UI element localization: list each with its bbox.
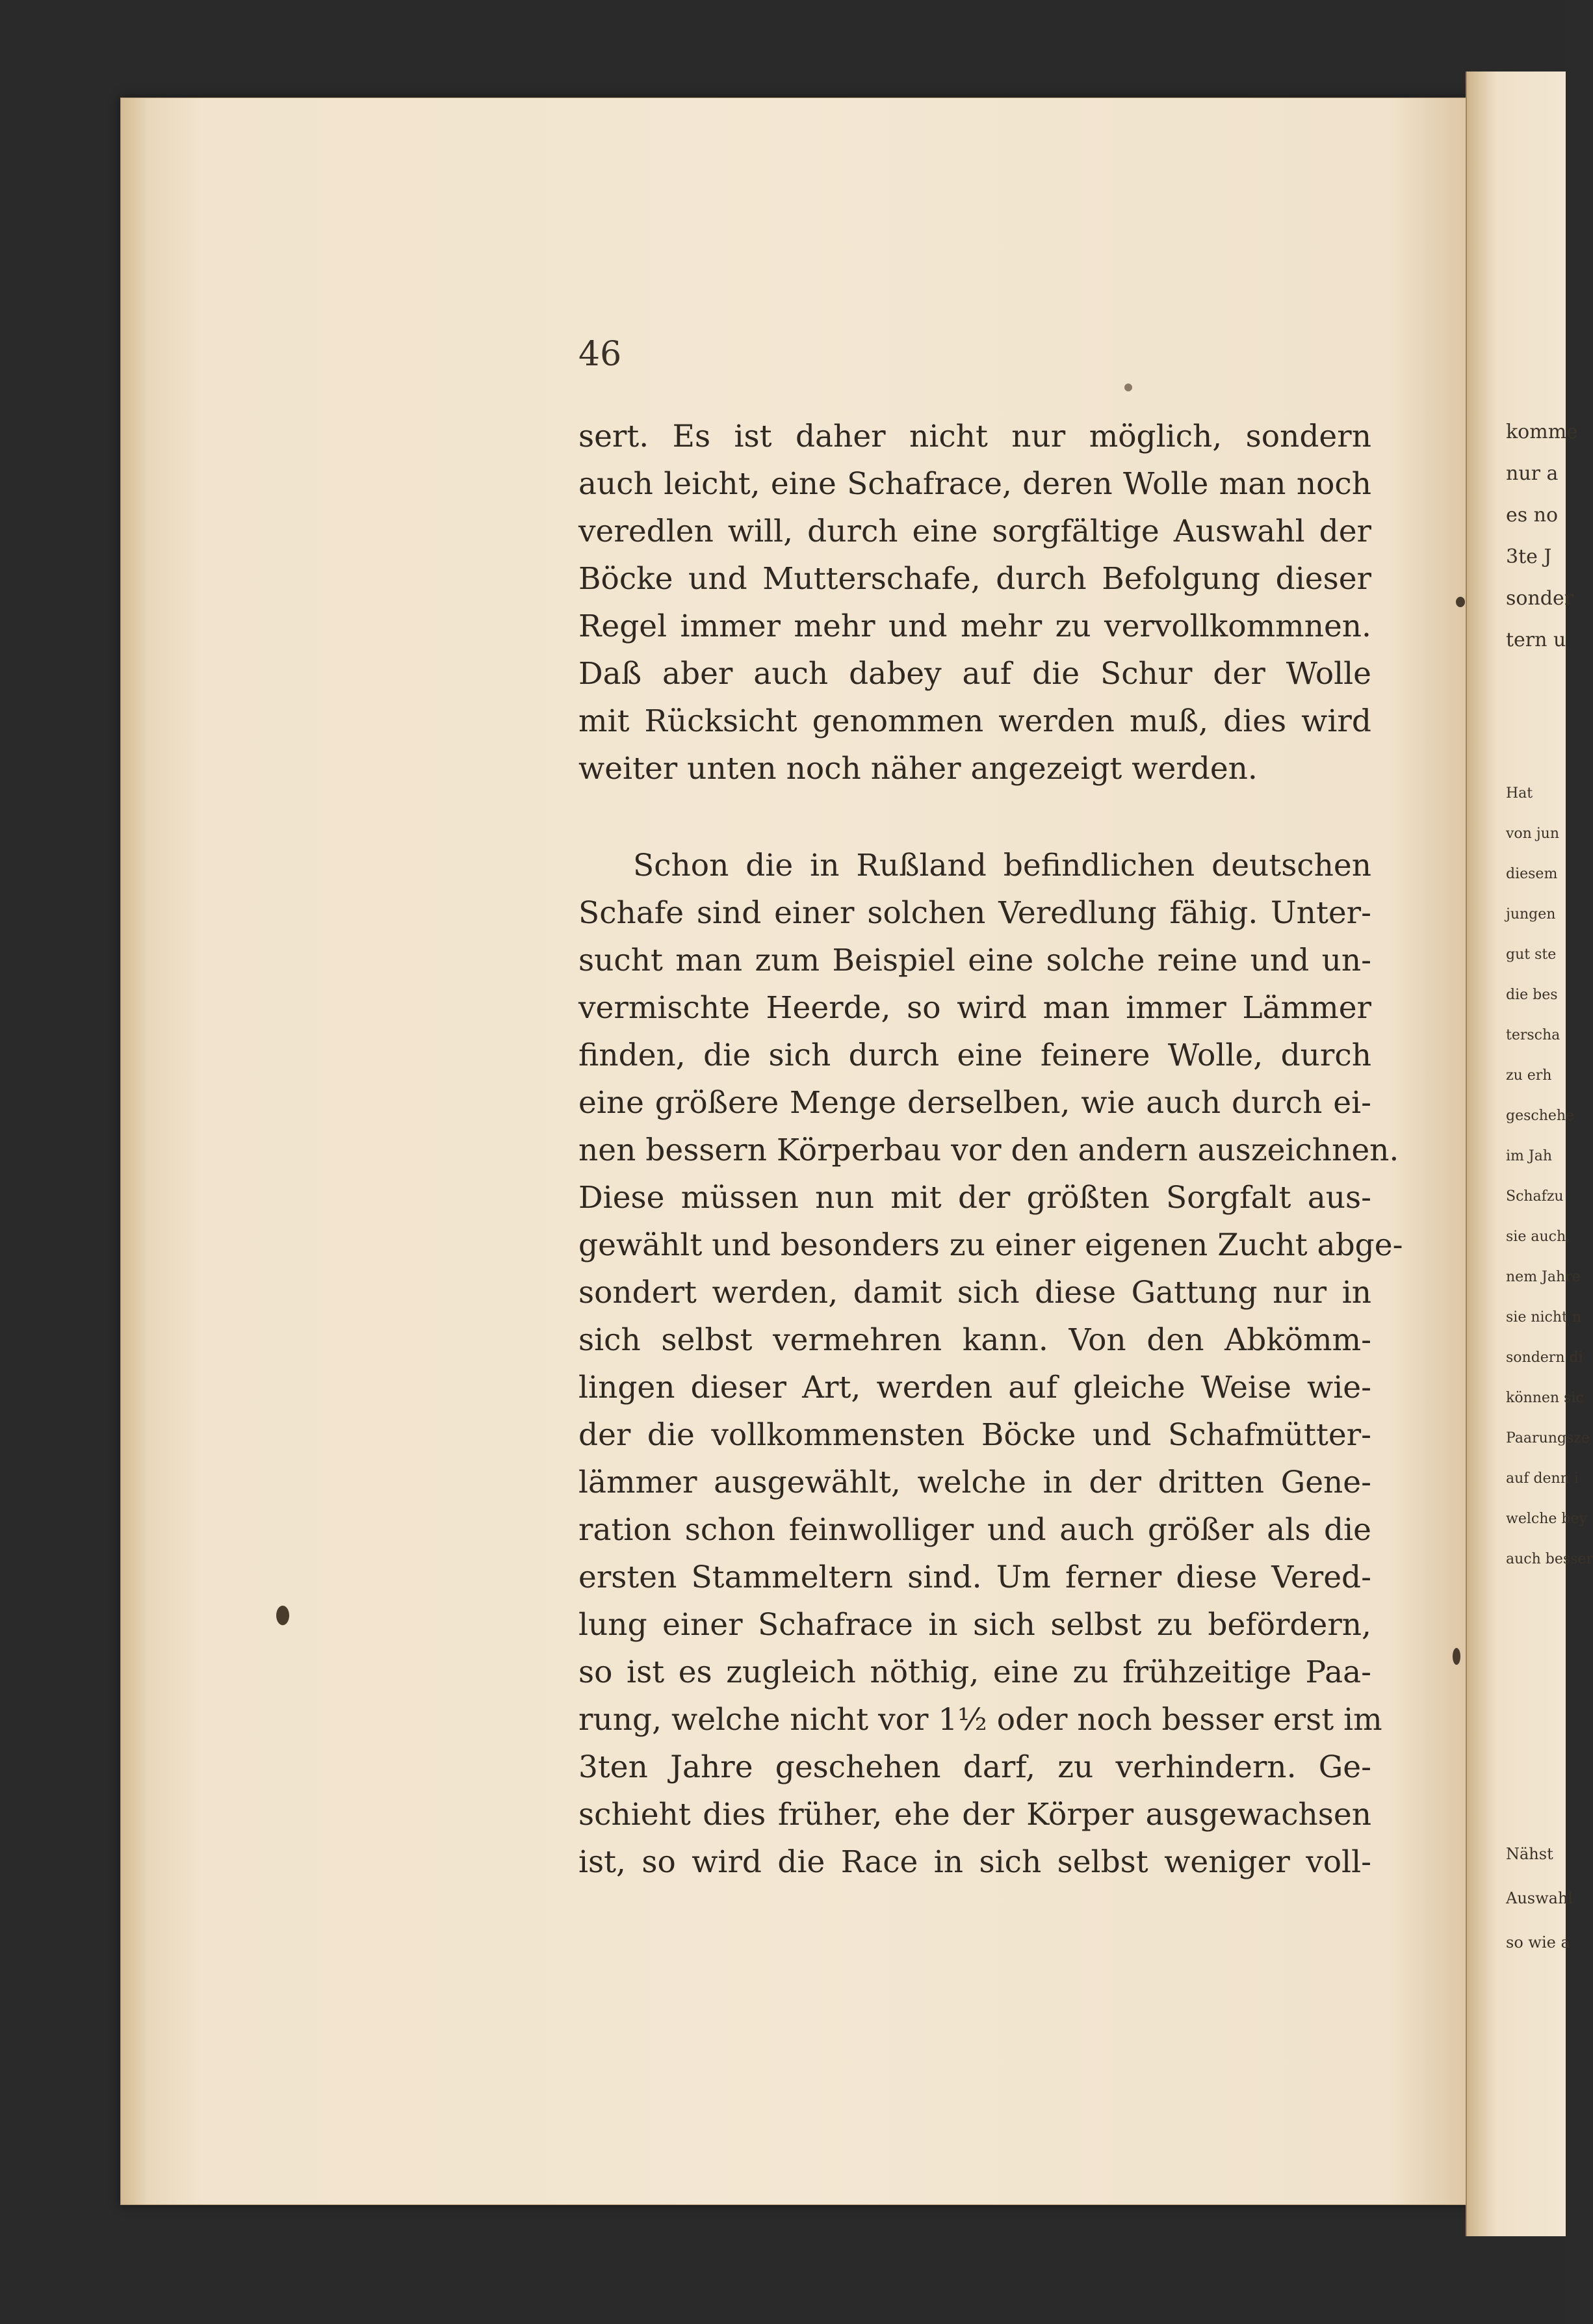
text-line: auch leicht, eine Schafrace, deren Wolle man noch bbox=[578, 466, 1371, 502]
facing-fragment: gut ste bbox=[1506, 947, 1557, 963]
facing-fragment: auf denn i bbox=[1506, 1470, 1579, 1487]
facing-fragment: jungen bbox=[1506, 906, 1556, 922]
facing-page-edge bbox=[1466, 72, 1593, 2236]
text-line: sondert werden, damit sich diese Gattung nur in bbox=[578, 1275, 1371, 1311]
facing-fragment: können sic bbox=[1506, 1390, 1584, 1406]
facing-fragment: nem Jahre bbox=[1506, 1269, 1581, 1285]
facing-fragment: diesem bbox=[1506, 866, 1558, 882]
text-line: so ist es zugleich nöthig, eine zu frühzeitige Paa- bbox=[578, 1654, 1371, 1690]
text-line: eine größere Menge derselben, wie auch durch ei- bbox=[578, 1085, 1371, 1121]
text-line: lämmer ausgewählt, welche in der dritten Gene- bbox=[578, 1465, 1371, 1500]
text-line: veredlen will, durch eine sorgfältige Auswahl der bbox=[578, 514, 1371, 549]
facing-fragment: sondern di bbox=[1506, 1350, 1583, 1366]
facing-page-fragments-top bbox=[1506, 421, 1578, 651]
text-line: schieht dies früher, ehe der Körper ausgewachsen bbox=[578, 1797, 1371, 1833]
text-line: rung, welche nicht vor 1½ oder noch besser erst im bbox=[578, 1702, 1382, 1738]
text-line: nen bessern Körperbau vor den andern auszeichnen. bbox=[578, 1132, 1399, 1168]
facing-page-fragments-bottom bbox=[1506, 1845, 1574, 1952]
text-line: sich selbst vermehren kann. Von den Abkömm- bbox=[578, 1322, 1371, 1358]
text-line: sert. Es ist daher nicht nur möglich, sondern bbox=[578, 419, 1371, 454]
facing-fragment: Nähst bbox=[1506, 1845, 1553, 1863]
facing-fragment: terscha bbox=[1506, 1027, 1561, 1043]
facing-fragment: geschehe bbox=[1506, 1108, 1575, 1124]
text-line: mit Rücksicht genommen werden muß, dies wird bbox=[578, 703, 1371, 739]
text-line: ersten Stammeltern sind. Um ferner diese Vered- bbox=[578, 1560, 1371, 1595]
text-line: vermischte Heerde, so wird man immer Lämmer bbox=[578, 990, 1371, 1026]
page-number: 46 bbox=[578, 335, 622, 374]
facing-fragment: die bes bbox=[1506, 987, 1558, 1003]
facing-fragment: es no bbox=[1506, 504, 1559, 527]
text-line: gewählt und besonders zu einer eigenen Zucht abge- bbox=[578, 1227, 1403, 1263]
facing-fragment: komme bbox=[1506, 421, 1578, 443]
facing-fragment: sonder bbox=[1506, 587, 1574, 610]
ink-spot bbox=[1453, 1648, 1460, 1665]
paragraph-2 bbox=[578, 842, 1403, 1886]
text-line: weiter unten noch näher angezeigt werden. bbox=[578, 751, 1258, 787]
text-line: lingen dieser Art, werden auf gleiche Weise wie- bbox=[578, 1370, 1371, 1405]
text-line: Böcke und Mutterschafe, durch Befolgung dieser bbox=[578, 561, 1371, 597]
facing-fragment: von jun bbox=[1506, 826, 1559, 842]
facing-fragment: Paarungsze bbox=[1506, 1430, 1590, 1446]
text-line: finden, die sich durch eine feinere Wolle, durch bbox=[578, 1038, 1371, 1073]
facing-fragment: Hat bbox=[1506, 785, 1533, 802]
facing-fragment: sie auch, bbox=[1506, 1229, 1571, 1245]
paragraph-1 bbox=[578, 413, 1371, 792]
facing-page-fragments-middle bbox=[1506, 785, 1593, 1567]
text-line: Regel immer mehr und mehr zu vervollkommnen. bbox=[578, 608, 1371, 644]
text-line: ist, so wird die Race in sich selbst weniger voll- bbox=[578, 1844, 1371, 1880]
text-line: 3ten Jahre geschehen darf, zu verhindern. Ge- bbox=[578, 1749, 1371, 1785]
facing-fragment: welche bey bbox=[1506, 1511, 1587, 1527]
text-line: Schon die in Rußland befindlichen deutschen bbox=[633, 848, 1371, 883]
facing-fragment: so wie a bbox=[1506, 1933, 1570, 1952]
facing-fragment: sie nicht n bbox=[1506, 1309, 1582, 1325]
facing-fragment: zu erh bbox=[1506, 1067, 1552, 1084]
facing-fragment: im Jah bbox=[1506, 1148, 1552, 1164]
text-line: Diese müssen nun mit der größten Sorgfalt aus- bbox=[578, 1180, 1371, 1216]
facing-fragment: tern u bbox=[1506, 629, 1566, 651]
ink-spot bbox=[1456, 597, 1465, 607]
facing-fragment: Auswahl bbox=[1506, 1889, 1574, 1907]
text-line: der die vollkommensten Böcke und Schafmütter- bbox=[578, 1417, 1371, 1453]
facing-fragment: nur a bbox=[1506, 462, 1559, 485]
text-line: Daß aber auch dabey auf die Schur der Wolle bbox=[578, 656, 1371, 692]
text-line: ration schon feinwolliger und auch größer als die bbox=[578, 1512, 1371, 1548]
ink-spot bbox=[1124, 384, 1132, 391]
ink-spot bbox=[276, 1606, 289, 1625]
text-line: Schafe sind einer solchen Veredlung fähig. Unter- bbox=[578, 895, 1371, 931]
facing-fragment: auch besser bbox=[1506, 1551, 1593, 1567]
text-line: lung einer Schafrace in sich selbst zu befördern, bbox=[578, 1607, 1371, 1643]
facing-fragment: 3te J bbox=[1506, 545, 1552, 568]
facing-fragment: Schafzu bbox=[1506, 1188, 1564, 1205]
text-line: sucht man zum Beispiel eine solche reine und un- bbox=[578, 943, 1371, 978]
